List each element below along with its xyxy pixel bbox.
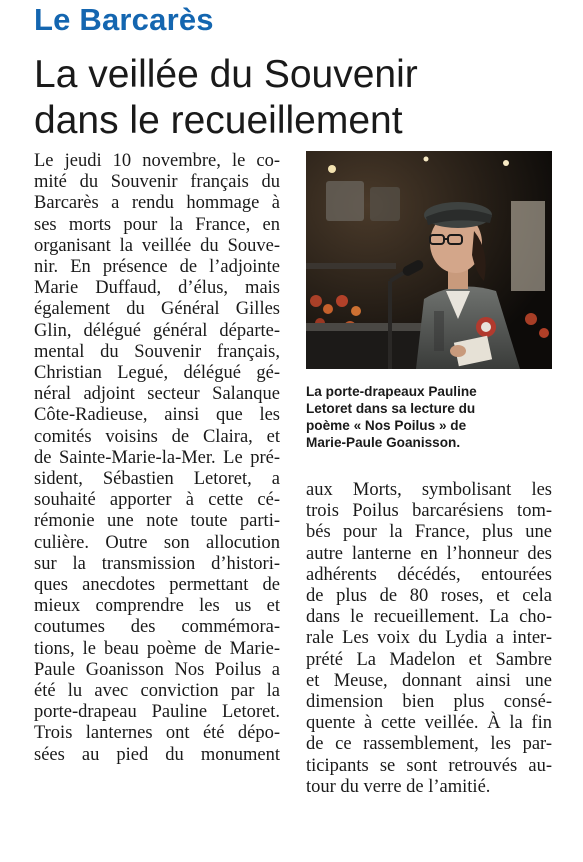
body-line: aux Morts, symbolisant les xyxy=(306,480,552,500)
article-headline xyxy=(34,52,418,144)
body-line: mieux comprendre les us et xyxy=(34,596,280,617)
body-line: mité du Souvenir français du xyxy=(34,172,280,193)
body-line: Christian Legué, délégué gé- xyxy=(34,363,280,384)
body-line: de Sainte-Marie-la-Mer. Le pré- xyxy=(34,447,280,468)
body-line: dans le recueillement. La cho- xyxy=(306,607,552,628)
body-line: et Meuse, donnant ainsi une xyxy=(306,670,552,691)
body-line: quente à cette veillée. À la fin xyxy=(306,713,552,734)
body-column-1 xyxy=(34,151,280,766)
body-line: souhaité apporter à cette cé- xyxy=(34,490,280,511)
headline-line: dans le recueillement xyxy=(34,99,403,142)
body-line: dimension bien plus consé- xyxy=(306,692,552,713)
body-line: nir. En présence de l’adjointe xyxy=(34,257,280,278)
body-line: sident, Sébastien Letoret, a xyxy=(34,469,280,490)
body-line: de ce rassemblement, les par- xyxy=(306,734,552,755)
body-line: organisant la veillée du Souve- xyxy=(34,235,280,256)
body-line: ses morts pour la France, en xyxy=(34,214,280,235)
body-line: Barcarès a rendu hommage à xyxy=(34,193,280,214)
body-line: Le jeudi 10 novembre, le co- xyxy=(34,151,280,171)
body-line: été lu avec conviction par la xyxy=(34,681,280,702)
caption-line: La porte-drapeaux Pauline xyxy=(306,384,477,399)
body-line: rale Les voix du Lydia a inter- xyxy=(306,628,552,649)
body-line: mental du Souvenir français, xyxy=(34,341,280,362)
photo-flag-bearer-reading xyxy=(306,151,552,369)
body-line: trois Poilus barcarésiens tom- xyxy=(306,501,552,522)
body-column-2 xyxy=(306,480,552,798)
body-line: sur la transmission d’histori- xyxy=(34,553,280,574)
body-line: coutumes des commémora- xyxy=(34,617,280,638)
body-line: sées au pied du monument xyxy=(34,744,280,765)
article-photo xyxy=(306,151,552,369)
caption-line: poème « Nos Poilus » de xyxy=(306,418,467,433)
body-line: adhérents décédés, entourées xyxy=(306,564,552,585)
body-line: culière. Outre son allocution xyxy=(34,532,280,553)
body-line: Trois lanternes ont été dépo- xyxy=(34,723,280,744)
body-line: ques anecdotes permettant de xyxy=(34,575,280,596)
body-line: Marie Duffaud, d’élus, mais xyxy=(34,278,280,299)
body-line: prété La Madelon et Sambre xyxy=(306,649,552,670)
body-line: ticipants se sont retrouvés au- xyxy=(306,755,552,776)
body-line: de plus de 80 roses, et cela xyxy=(306,586,552,607)
headline-line: La veillée du Souvenir xyxy=(34,53,418,96)
body-line: tour du verre de l’amitié. xyxy=(306,776,491,797)
caption-line: Letoret dans sa lecture du xyxy=(306,401,476,416)
body-line: néral adjoint secteur Salanque xyxy=(34,384,280,405)
photo-caption xyxy=(306,383,556,451)
body-line: rémonie une note toute parti- xyxy=(34,511,280,532)
body-line: Glin, délégué général départe- xyxy=(34,320,280,341)
body-line: tions, le beau poème de Marie- xyxy=(34,638,280,659)
body-line: Paule Goanisson Nos Poilus a xyxy=(34,659,280,680)
body-line: bés pour la France, plus une xyxy=(306,522,552,543)
body-line: autre lanterne en l’honneur des xyxy=(306,543,552,564)
caption-line: Marie-Paule Goanisson. xyxy=(306,435,461,450)
section-kicker: Le Barcarès xyxy=(34,2,214,37)
body-line: porte-drapeau Pauline Letoret. xyxy=(34,702,280,723)
body-line: comités voisins de Claira, et xyxy=(34,426,280,447)
body-line: également du Général Gilles xyxy=(34,299,280,320)
body-line: Côte-Radieuse, ainsi que les xyxy=(34,405,280,426)
